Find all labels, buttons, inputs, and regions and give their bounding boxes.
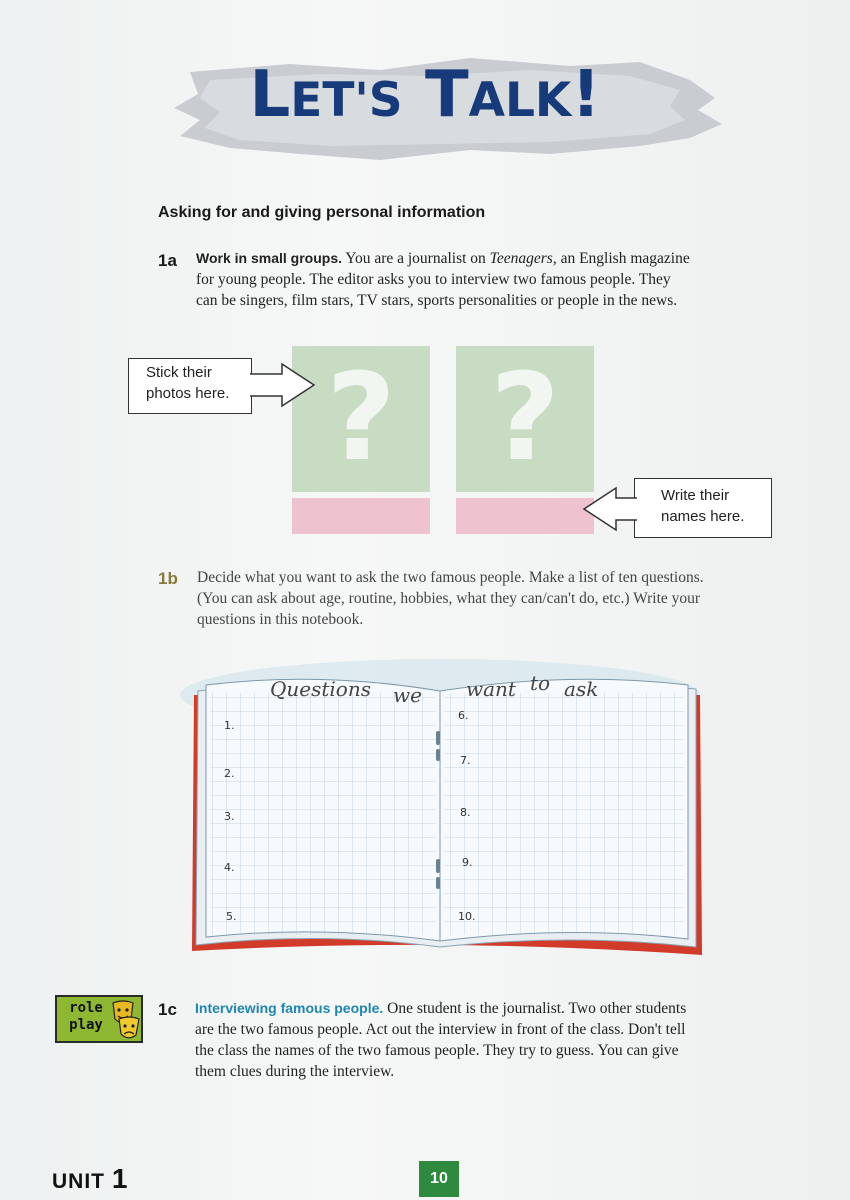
questions-notebook [170,655,710,975]
question-line-1[interactable]: 1. [224,719,235,732]
question-line-4[interactable]: 4. [224,861,235,874]
role-play-badge [55,995,143,1043]
question-line-3[interactable]: 3. [224,810,235,823]
question-line-8[interactable]: 8. [460,806,471,819]
page-title: LET'S TALK! [249,58,601,132]
theatre-masks-icon [109,999,141,1041]
section-heading: Asking for and giving personal information [158,204,486,221]
notebook-heading-right [466,671,599,701]
question-line-5[interactable]: 5. [226,910,237,923]
page-number: 10 [419,1161,459,1197]
exercise-1b-number: 1b [158,569,178,588]
notebook-illustration [170,655,710,975]
exercise-1a-number: 1a [158,251,177,270]
question-line-7[interactable]: 7. [460,754,471,767]
unit-label: UNIT 1 [52,1163,129,1194]
notebook-heading-word: to [529,671,551,695]
notebook-heading-word: want [466,677,516,701]
callout-line: photos here. [146,385,230,402]
callout-line: names here. [661,508,745,525]
exercise-1c-text: Interviewing famous people. One student is the journalist. Two other students are the two famous people. Act out the interview in front of the class. Don't tell the class the names of the two famous people. They try to guess. You can give them clues during the interview. [195,1000,687,1080]
exercise-1c-lead: Interviewing famous people. [195,1000,384,1016]
photo-placeholder-2[interactable] [456,346,594,492]
exercise-1a-text: Work in small groups. You are a journalist on Teenagers, an English magazine for young people. The editor asks you to interview two famous people. They can be singers, film stars, TV stars, sports personalities or people in the news. [196,250,690,309]
question-line-10[interactable]: 10. [458,910,476,923]
name-field-2[interactable] [456,498,594,534]
notebook-heading-word: ask [564,677,599,701]
exercise-1a-lead: Work in small groups. [196,250,342,266]
name-field-1[interactable] [292,498,430,534]
role-play-line: role [69,1000,103,1016]
callout-write-names [634,478,772,538]
callout-line: Write their [661,487,730,504]
exercise-1b-text: Decide what you want to ask the two famous people. Make a list of ten questions. (You can ask about age, routine, hobbies, what they can/can't do, etc.) Write your questions in this notebook. [197,569,704,628]
role-play-label [61,1000,111,1034]
question-line-6[interactable]: 6. [458,709,469,722]
question-mark-icon: ? [326,349,396,488]
notebook-heading-word: Questions [270,677,371,701]
arrow-right-icon [250,362,318,410]
notebook-heading-left [270,677,422,707]
question-mark-icon: ? [490,349,560,488]
notebook-heading-word: we [393,683,422,707]
question-line-9[interactable]: 9. [462,856,473,869]
question-line-2[interactable]: 2. [224,767,235,780]
role-play-line: play [69,1017,103,1033]
callout-stick-photos [128,358,252,414]
callout-line: Stick their [146,364,212,381]
exercise-1c-number: 1c [158,1000,177,1019]
arrow-left-icon [582,486,638,532]
